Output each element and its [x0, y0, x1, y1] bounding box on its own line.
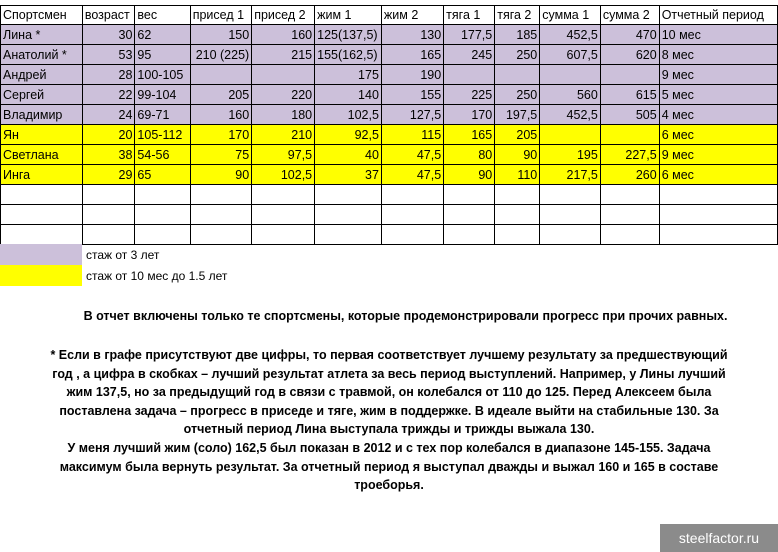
table-cell: 260 [600, 165, 659, 185]
table-cell: 65 [135, 165, 190, 185]
table-cell: 245 [444, 45, 495, 65]
empty-cell [659, 185, 777, 205]
empty-cell [315, 185, 382, 205]
table-cell [495, 65, 540, 85]
table-cell: 250 [495, 45, 540, 65]
table-cell: 452,5 [540, 25, 601, 45]
empty-cell [190, 185, 252, 205]
empty-cell [315, 225, 382, 245]
table-cell: 37 [315, 165, 382, 185]
table-cell: 20 [82, 125, 135, 145]
table-cell: 99-104 [135, 85, 190, 105]
table-cell: 155 [381, 85, 443, 105]
empty-row [1, 205, 778, 225]
table-cell: 40 [315, 145, 382, 165]
table-cell: 24 [82, 105, 135, 125]
table-cell: 185 [495, 25, 540, 45]
table-cell: 100-105 [135, 65, 190, 85]
table-cell: 205 [495, 125, 540, 145]
table-cell [600, 125, 659, 145]
empty-cell [381, 225, 443, 245]
table-cell: 30 [82, 25, 135, 45]
empty-cell [1, 185, 83, 205]
table-cell: 90 [190, 165, 252, 185]
table-cell: 75 [190, 145, 252, 165]
empty-cell [444, 225, 495, 245]
column-header: жим 2 [381, 6, 443, 25]
table-cell: 160 [190, 105, 252, 125]
table-cell: 9 мес [659, 145, 777, 165]
table-cell [600, 65, 659, 85]
table-cell: 505 [600, 105, 659, 125]
empty-cell [135, 225, 190, 245]
table-row [1, 25, 778, 45]
table-cell: 217,5 [540, 165, 601, 185]
table-cell: 6 мес [659, 125, 777, 145]
table-cell: 165 [381, 45, 443, 65]
footnote-line: жим 137,5, но за предыдущий год в связи с травмой, он колебался от 110 до 125. Перед Алексеем была [66, 385, 712, 400]
empty-cell [600, 185, 659, 205]
empty-cell [1, 225, 83, 245]
empty-cell [540, 185, 601, 205]
table-cell: 90 [444, 165, 495, 185]
empty-row [1, 225, 778, 245]
table-row [1, 125, 778, 145]
column-header: вес [135, 6, 190, 25]
table-cell: 177,5 [444, 25, 495, 45]
empty-cell [82, 225, 135, 245]
table-cell: 10 мес [659, 25, 777, 45]
legend-swatch-lavender [0, 244, 82, 265]
table-cell: 4 мес [659, 105, 777, 125]
watermark-logo: steelfactor.ru [660, 524, 778, 552]
table-cell: 54-56 [135, 145, 190, 165]
column-header: присед 2 [252, 6, 315, 25]
table-cell: 205 [190, 85, 252, 105]
table-cell: Анатолий * [1, 45, 83, 65]
table-cell: Андрей [1, 65, 83, 85]
table-row [1, 105, 778, 125]
table-cell: 175 [315, 65, 382, 85]
table-cell [252, 65, 315, 85]
empty-cell [252, 205, 315, 225]
legend-label-lavender: стаж от 3 лет [86, 248, 160, 262]
table-cell: 190 [381, 65, 443, 85]
table-cell: Владимир [1, 105, 83, 125]
table-cell [540, 125, 601, 145]
table-cell: Лина * [1, 25, 83, 45]
table-cell: 155(162,5) [315, 45, 382, 65]
table-cell: 560 [540, 85, 601, 105]
table-cell: Светлана [1, 145, 83, 165]
table-cell: 197,5 [495, 105, 540, 125]
table-cell: Ян [1, 125, 83, 145]
empty-row [1, 185, 778, 205]
table-cell: 69-71 [135, 105, 190, 125]
table-cell: Инга [1, 165, 83, 185]
table-cell: 90 [495, 145, 540, 165]
table-cell: 115 [381, 125, 443, 145]
table-cell: 140 [315, 85, 382, 105]
table-cell: 5 мес [659, 85, 777, 105]
table-cell: 452,5 [540, 105, 601, 125]
table-cell: 47,5 [381, 165, 443, 185]
table-row [1, 145, 778, 165]
table-cell: 95 [135, 45, 190, 65]
footnote-line: отчетный период Лина выступала трижды и трижды выжала 130. [183, 422, 595, 437]
table-cell: 97,5 [252, 145, 315, 165]
empty-cell [381, 205, 443, 225]
table-row [1, 45, 778, 65]
column-header: сумма 2 [600, 6, 659, 25]
footnote-line: троеборья. [354, 478, 424, 493]
empty-cell [315, 205, 382, 225]
empty-cell [659, 205, 777, 225]
empty-cell [600, 225, 659, 245]
column-header: тяга 1 [444, 6, 495, 25]
empty-cell [82, 185, 135, 205]
empty-cell [540, 225, 601, 245]
table-row [1, 85, 778, 105]
footnote [0, 346, 778, 495]
empty-cell [495, 185, 540, 205]
table-cell: 110 [495, 165, 540, 185]
column-header: Отчетный период [659, 6, 777, 25]
table-cell: 102,5 [315, 105, 382, 125]
empty-cell [252, 225, 315, 245]
table-cell: 470 [600, 25, 659, 45]
empty-cell [1, 205, 83, 225]
table-cell: 92,5 [315, 125, 382, 145]
table-cell: 607,5 [540, 45, 601, 65]
empty-cell [540, 205, 601, 225]
empty-cell [444, 205, 495, 225]
table-cell [540, 65, 601, 85]
table-cell: 250 [495, 85, 540, 105]
table-cell: Сергей [1, 85, 83, 105]
table-cell [190, 65, 252, 85]
footnote-line: максимум была вернуть результат. За отчетный период я выступал дважды и выжал 160 и 165 в составе [59, 459, 719, 474]
table-cell: 170 [444, 105, 495, 125]
table-cell: 8 мес [659, 45, 777, 65]
empty-cell [190, 225, 252, 245]
table-cell: 38 [82, 145, 135, 165]
empty-cell [600, 205, 659, 225]
table-cell: 620 [600, 45, 659, 65]
column-header: сумма 1 [540, 6, 601, 25]
table-cell: 215 [252, 45, 315, 65]
table-row [1, 65, 778, 85]
legend-swatch-yellow [0, 265, 82, 286]
column-header: присед 1 [190, 6, 252, 25]
table-cell: 210 [252, 125, 315, 145]
table-cell: 62 [135, 25, 190, 45]
table-cell: 53 [82, 45, 135, 65]
table-cell: 22 [82, 85, 135, 105]
inclusion-note: В отчет включены только те спортсмены, которые продемонстрировали прогресс при прочих равных. [83, 309, 728, 323]
table-cell: 195 [540, 145, 601, 165]
table-cell: 160 [252, 25, 315, 45]
column-header: жим 1 [315, 6, 382, 25]
table-cell: 170 [190, 125, 252, 145]
empty-cell [252, 185, 315, 205]
table-cell: 47,5 [381, 145, 443, 165]
table-cell: 180 [252, 105, 315, 125]
footnote-line: поставлена задача – прогресс в приседе и тяге, жим в поддержке. В идеале выйти на стабильные 130. За [59, 403, 719, 418]
table-cell: 125(137,5) [315, 25, 382, 45]
column-header: возраст [82, 6, 135, 25]
table-cell: 227,5 [600, 145, 659, 165]
table-cell: 6 мес [659, 165, 777, 185]
empty-cell [444, 185, 495, 205]
table-cell: 615 [600, 85, 659, 105]
column-header: Спортсмен [1, 6, 83, 25]
table-cell: 9 мес [659, 65, 777, 85]
empty-cell [82, 205, 135, 225]
table-cell: 105-112 [135, 125, 190, 145]
empty-cell [495, 205, 540, 225]
empty-cell [381, 185, 443, 205]
table-cell: 210 (225) [190, 45, 252, 65]
table-cell: 102,5 [252, 165, 315, 185]
footnote-line: У меня лучший жим (соло) 162,5 был показан в 2012 и с тех пор колебался в диапазоне 145-155. Задача [67, 440, 711, 455]
footnote-line: * Если в графе присутствуют две цифры, то первая соответствует лучшему результату за предшествующий [50, 348, 728, 362]
footnote-line: год , а цифра в скобках – лучший результат атлета за весь период выступлений. Например, у Лины лучший [52, 366, 726, 381]
table-cell: 150 [190, 25, 252, 45]
column-header: тяга 2 [495, 6, 540, 25]
table-header-row [1, 6, 778, 25]
empty-cell [135, 205, 190, 225]
results-table [0, 5, 778, 245]
table-cell: 220 [252, 85, 315, 105]
table-cell: 130 [381, 25, 443, 45]
empty-cell [190, 205, 252, 225]
table-cell: 165 [444, 125, 495, 145]
table-cell: 28 [82, 65, 135, 85]
empty-cell [135, 185, 190, 205]
table-row [1, 165, 778, 185]
table-cell: 29 [82, 165, 135, 185]
empty-cell [495, 225, 540, 245]
legend-label-yellow: стаж от 10 мес до 1.5 лет [86, 269, 228, 283]
table-cell: 127,5 [381, 105, 443, 125]
table-cell [444, 65, 495, 85]
table-cell: 225 [444, 85, 495, 105]
empty-cell [659, 225, 777, 245]
table-cell: 80 [444, 145, 495, 165]
